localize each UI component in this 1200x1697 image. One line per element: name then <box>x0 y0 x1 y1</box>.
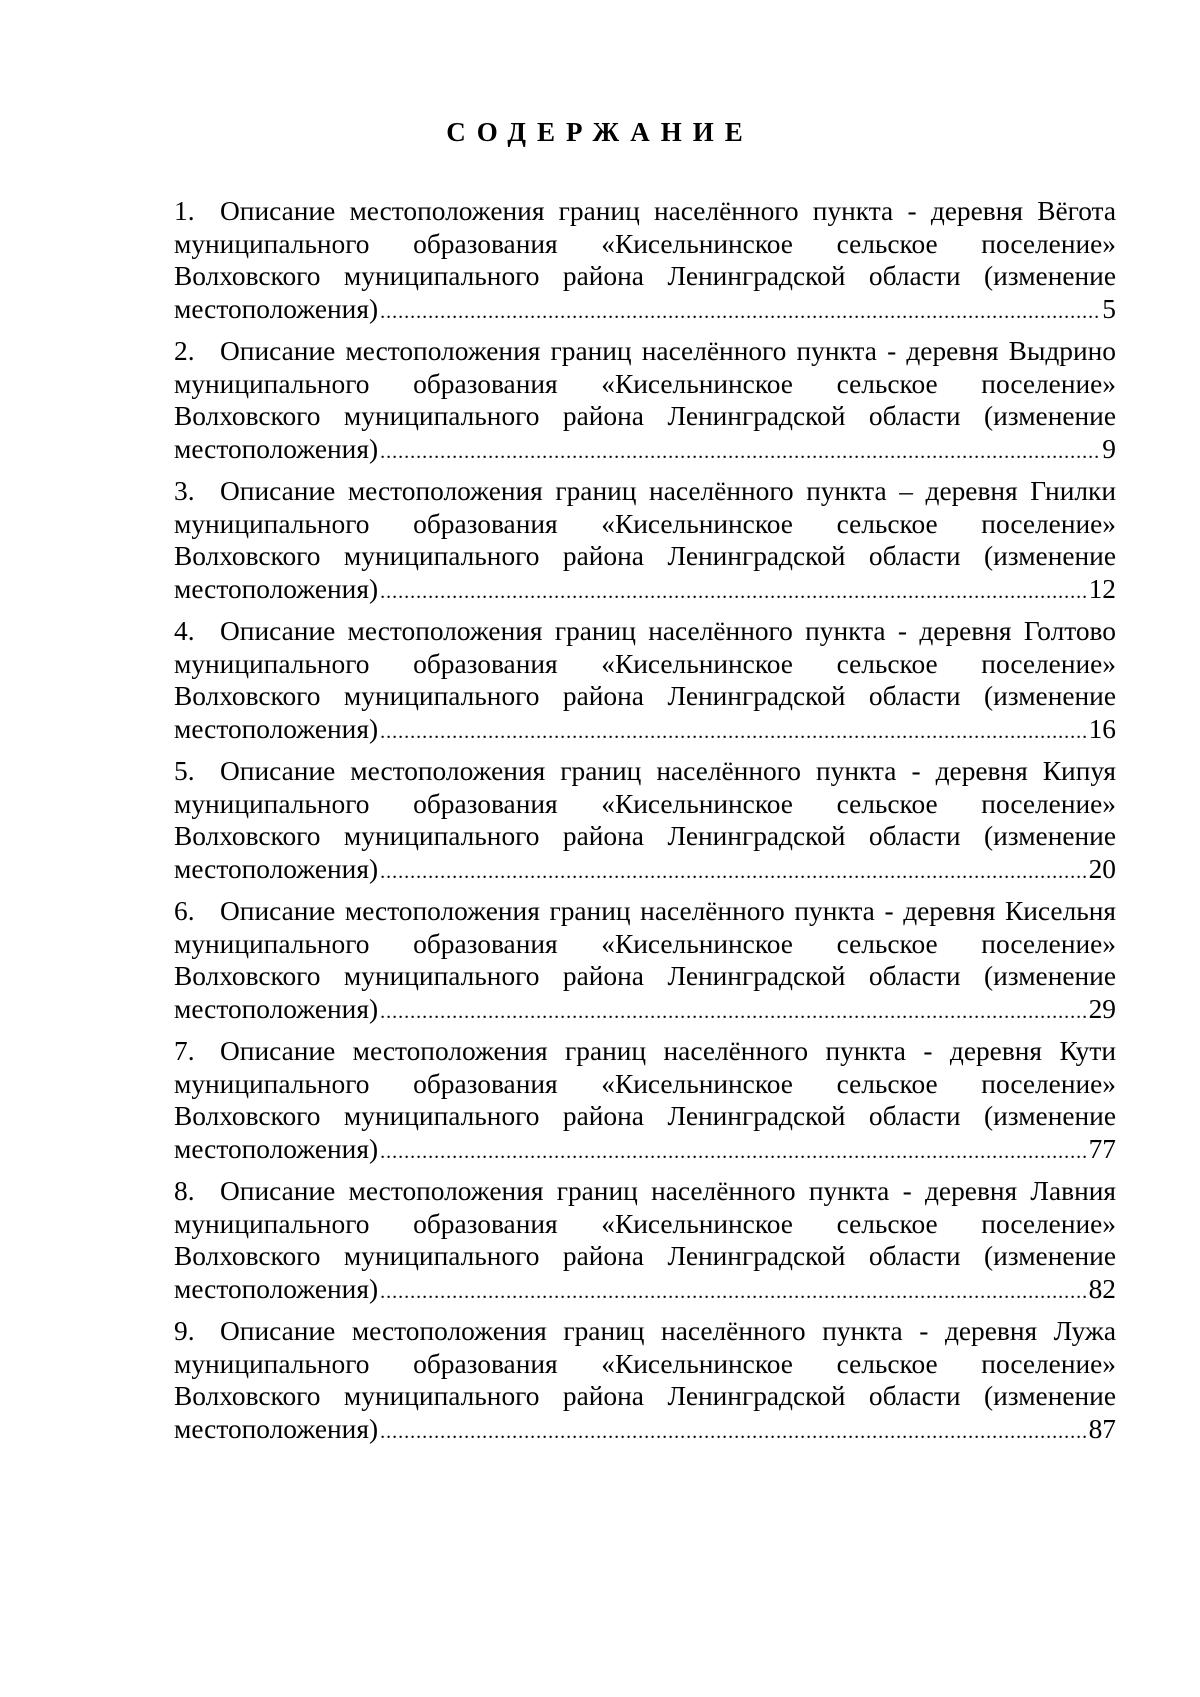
toc-entry-9[interactable] <box>174 1315 1116 1445</box>
toc-entry-number: 1. <box>174 196 195 226</box>
toc-entry-text-line: Волховского муниципального района Ленинградской области (изменение <box>174 681 1116 711</box>
toc-entry-text-end: местоположения) <box>174 573 379 604</box>
toc-entry-text-end: местоположения) <box>174 1273 379 1304</box>
toc-entry-text-line: Волховского муниципального района Ленинградской области (изменение <box>174 961 1116 991</box>
toc-page-number: 9 <box>1102 433 1116 464</box>
toc-entry-5[interactable] <box>174 755 1116 885</box>
toc-entry-heading: Описание местоположения границ населённого пункта - деревня Голтово <box>220 616 1116 646</box>
dot-leader <box>380 1416 1087 1449</box>
toc-entry-text-line: Волховского муниципального района Ленинградской области (изменение <box>174 401 1116 431</box>
toc-entry-heading: Описание местоположения границ населённого пункта - деревня Кути <box>220 1036 1116 1066</box>
toc-entry-text-line: муниципального образования «Кисельнинское сельское поселение» <box>174 228 1116 259</box>
toc-entry-text-end: местоположения) <box>174 713 379 744</box>
toc-entry-text-line: муниципального образования «Кисельнинское сельское поселение» <box>174 648 1116 679</box>
toc-page-number: 87 <box>1088 1413 1116 1444</box>
toc-entry-number: 4. <box>174 616 195 646</box>
toc-entry-8[interactable] <box>174 1175 1116 1305</box>
toc-page-number: 5 <box>1102 293 1116 324</box>
toc-entry-1[interactable] <box>174 195 1116 325</box>
toc-entry-text-end: местоположения) <box>174 853 379 884</box>
toc-page-number: 82 <box>1088 1273 1116 1304</box>
toc-entry-text-line: муниципального образования «Кисельнинское сельское поселение» <box>174 1348 1116 1379</box>
toc-entry-number: 9. <box>174 1316 195 1346</box>
toc-entry-text-line: Волховского муниципального района Ленинградской области (изменение <box>174 1101 1116 1131</box>
toc-entry-text-line: Волховского муниципального района Ленинградской области (изменение <box>174 1241 1116 1271</box>
page-title: СОДЕРЖАНИЕ <box>446 117 754 147</box>
toc-entry-text-line: Волховского муниципального района Ленинградской области (изменение <box>174 261 1116 291</box>
toc-entry-text-line: муниципального образования «Кисельнинское сельское поселение» <box>174 508 1116 539</box>
toc-entry-text-line: Волховского муниципального района Ленинградской области (изменение <box>174 541 1116 571</box>
toc-entry-heading: Описание местоположения границ населённого пункта - деревня Лавния <box>220 1176 1116 1206</box>
dot-leader <box>380 296 1100 329</box>
toc-entry-text-end: местоположения) <box>174 293 379 324</box>
toc-entry-text-line: Волховского муниципального района Ленинградской области (изменение <box>174 821 1116 851</box>
toc-entry-3[interactable] <box>174 475 1116 605</box>
toc-entry-text-line: муниципального образования «Кисельнинское сельское поселение» <box>174 368 1116 399</box>
toc-entry-heading: Описание местоположения границ населённого пункта - деревня Выдрино <box>220 336 1116 366</box>
toc-entry-7[interactable] <box>174 1035 1116 1165</box>
toc-entry-number: 3. <box>174 476 195 506</box>
dot-leader <box>380 856 1087 889</box>
toc-entry-2[interactable] <box>174 335 1116 465</box>
toc-entry-text-line: Волховского муниципального района Ленинградской области (изменение <box>174 1381 1116 1411</box>
toc-entry-text-end: местоположения) <box>174 433 379 464</box>
dot-leader <box>380 996 1087 1029</box>
toc-entry-text-line: муниципального образования «Кисельнинское сельское поселение» <box>174 788 1116 819</box>
toc-entry-6[interactable] <box>174 895 1116 1025</box>
toc-entry-text-end: местоположения) <box>174 1133 379 1164</box>
toc-entry-number: 6. <box>174 896 195 926</box>
toc-entry-number: 7. <box>174 1036 195 1066</box>
toc-page-number: 29 <box>1088 993 1116 1024</box>
dot-leader <box>380 576 1087 609</box>
toc-entry-number: 8. <box>174 1176 195 1206</box>
toc-entry-heading: Описание местоположения границ населённого пункта - деревня Лужа <box>220 1316 1116 1346</box>
toc-entry-text-end: местоположения) <box>174 1413 379 1444</box>
toc-entry-text-line: муниципального образования «Кисельнинское сельское поселение» <box>174 928 1116 959</box>
toc-page-number: 12 <box>1088 573 1116 604</box>
toc-entry-text-end: местоположения) <box>174 993 379 1024</box>
toc-entry-heading: Описание местоположения границ населённого пункта - деревня Кисельня <box>220 896 1116 926</box>
toc-entry-text-line: муниципального образования «Кисельнинское сельское поселение» <box>174 1068 1116 1099</box>
dot-leader <box>380 1136 1087 1169</box>
toc-entry-number: 2. <box>174 336 195 366</box>
dot-leader <box>380 1276 1087 1309</box>
toc-page-number: 20 <box>1088 853 1116 884</box>
toc-entry-number: 5. <box>174 756 195 786</box>
toc-page-number: 77 <box>1088 1133 1116 1164</box>
toc-entry-heading: Описание местоположения границ населённого пункта - деревня Вёгота <box>220 196 1116 226</box>
dot-leader <box>380 436 1100 469</box>
table-of-contents <box>174 195 1116 1455</box>
toc-entry-4[interactable] <box>174 615 1116 745</box>
toc-page-number: 16 <box>1088 713 1116 744</box>
toc-entry-heading: Описание местоположения границ населённого пункта – деревня Гнилки <box>220 476 1116 506</box>
toc-entry-heading: Описание местоположения границ населённого пункта - деревня Кипуя <box>220 756 1116 786</box>
dot-leader <box>380 716 1087 749</box>
toc-entry-text-line: муниципального образования «Кисельнинское сельское поселение» <box>174 1208 1116 1239</box>
